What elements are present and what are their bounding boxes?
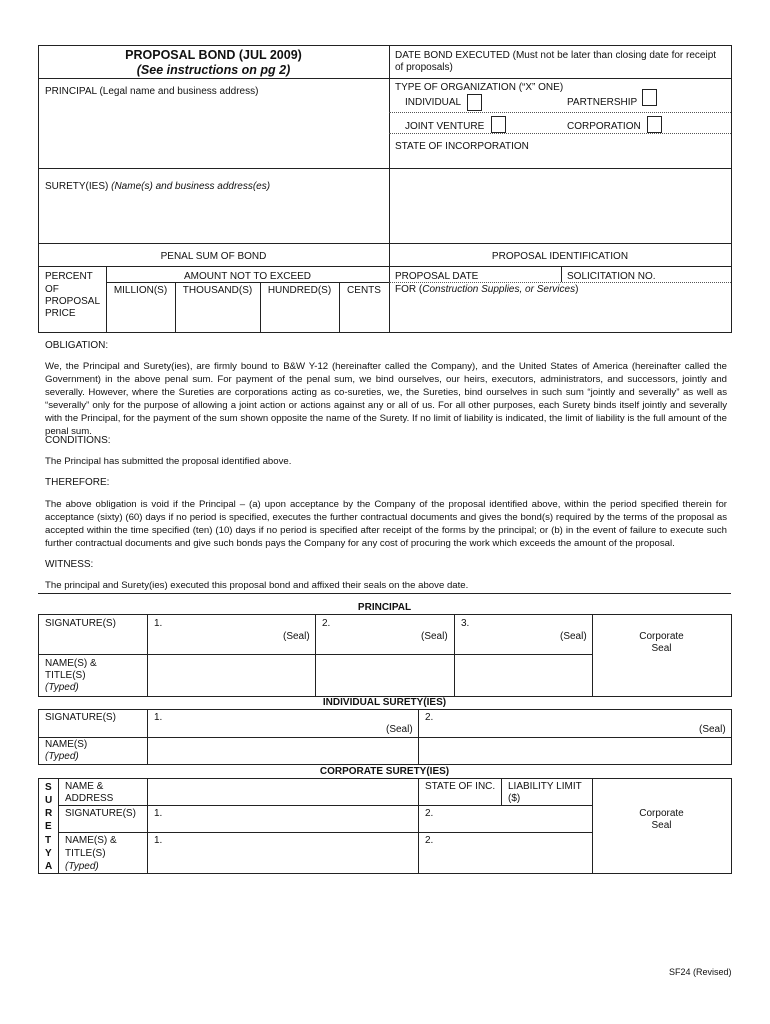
corporate-col-3 [501,778,502,805]
corporate-row-1-rule [58,805,592,806]
org-row1-dotted-rule [389,112,731,113]
right-border [731,45,732,333]
individual-surety-heading: INDIVIDUAL SURETY(IES) [322,697,447,708]
corporate-col-2 [418,778,419,874]
principal-seal-2: (Seal) [421,631,448,642]
principal-corporate-seal-2: Seal [651,643,672,654]
option-partnership-label: PARTNERSHIP [567,97,638,108]
principal-heading: PRINCIPAL [357,602,412,613]
principal-top-rule [38,614,731,615]
percent-line-4: PRICE [45,308,76,319]
corporate-liability-label-2: ($) [508,793,521,804]
solicitation-no-label: SOLICITATION NO. [567,271,656,282]
principal-bottom-rule [38,168,731,169]
header-divider [389,45,390,243]
corporate-name-2-number: 2. [425,835,434,846]
surety-label-main: SURETY(IES) [45,181,112,192]
organization-type-label: TYPE OF ORGANIZATION (“X” ONE) [395,82,564,93]
option-individual-label: INDIVIDUAL [405,97,462,108]
left-border [38,45,39,333]
therefore-text: The above obligation is void if the Principal – (a) upon acceptance by the Company of the proposal identified above, within the period specified therein for acceptance (sixty) (60) days if no period is specified, executes the further contractual documents and gives the bond(s) required by the terms of the proposal as accepted within the time specified (ten) (10) days if no period is specified after receipt of the forms by the principal; or (b) in the event of failure to execute such further contractual documents and give such bonds pays the Company for any cost of procuring the work which exceeds the amount of the proposal. [45,499,727,549]
percent-line-3: PROPOSAL [45,296,101,307]
witness-heading: WITNESS: [45,559,94,570]
conditions-text: The Principal has submitted the proposal identified above. [45,456,292,467]
org-row2-dotted-rule [389,133,731,134]
corporate-surety-heading: CORPORATE SURETY(IES) [319,766,450,777]
form-subtitle: (See instructions on pg 2) [136,63,291,77]
percent-line-1: PERCENT [45,271,93,282]
corporate-side-letter-s: S [45,782,52,793]
therefore-heading: THEREFORE: [45,477,110,488]
corporate-typed-label: (Typed) [65,861,99,872]
date-executed-label-2: of proposals) [395,62,453,73]
corporate-right-border [731,778,732,874]
proposal-for-suffix: ) [575,284,579,295]
principal-col-1 [147,614,148,697]
corporate-seal-1: Corporate [639,808,684,819]
individual-bottom-rule [38,764,731,765]
principal-sig-1-number: 1. [154,618,163,629]
obligation-heading: OBLIGATION: [45,340,109,351]
penal-sum-header: PENAL SUM OF BOND [160,251,267,262]
corporate-side-letter-y: Y [45,848,52,859]
amount-not-to-exceed-label: AMOUNT NOT TO EXCEED [183,271,312,282]
individual-checkbox[interactable] [467,94,482,111]
surety-label [45,181,270,193]
hundreds-label: HUNDRED(S) [267,285,332,296]
proposal-date-label: PROPOSAL DATE [395,271,479,282]
principal-col-2 [315,614,316,697]
corporate-side-letter-a: A [45,861,53,872]
corporate-side-letter-e: E [45,821,52,832]
surety-label-italic: (Name(s) and business address(es) [111,181,271,192]
millions-label: MILLION(S) [113,285,168,296]
corporate-row-2-rule [58,832,592,833]
principal-label: PRINCIPAL (Legal name and business address) [45,86,259,97]
principal-names-label-1: NAME(S) & [45,658,97,669]
corporate-top-rule [38,778,731,779]
corporate-signature-label: SIGNATURE(S) [65,808,136,819]
individual-signature-label: SIGNATURE(S) [45,712,116,723]
form-id-footer: SF24 (Revised) [669,967,732,977]
principal-left-border [38,614,39,697]
principal-seal-1: (Seal) [283,631,310,642]
individual-typed-label: (Typed) [45,751,79,762]
principal-col-4 [592,614,593,697]
corporate-side-letter-u: U [45,795,53,806]
corporate-bottom-rule [38,873,731,874]
top-border [38,45,731,46]
principal-col-3 [454,614,455,697]
corporate-name-address-2: ADDRESS [65,793,114,804]
individual-right-border [731,709,732,765]
principal-corporate-seal-1: Corporate [639,631,684,642]
corporate-left-border [38,778,39,874]
principal-right-border [731,614,732,697]
corporate-name-address-1: NAME & [65,781,104,792]
individual-sig-2-number: 2. [425,712,434,723]
thousands-label: THOUSAND(S) [182,285,253,296]
principal-mid-rule [38,654,592,655]
corporate-name-1-number: 1. [154,835,163,846]
option-joint-venture-label: JOINT VENTURE [405,121,485,132]
corporate-sig-1-number: 1. [154,808,163,819]
surety-bottom-rule [38,243,731,244]
principal-signature-label: SIGNATURE(S) [45,618,116,629]
state-of-incorporation-label: STATE OF INCORPORATION [395,141,529,152]
corporate-liability-label-1: LIABILITY LIMIT [508,781,582,792]
individual-seal-1: (Seal) [386,724,413,735]
corporate-col-1 [147,778,148,874]
proposal-date-divider [561,266,562,282]
joint-venture-checkbox[interactable] [491,116,506,133]
corporate-names-title-1: NAME(S) & [65,835,117,846]
form-title: PROPOSAL BOND (JUL 2009) [125,48,302,62]
penal-header-rule [38,266,731,267]
partnership-checkbox[interactable] [642,89,657,106]
corporate-letter-divider [58,778,59,874]
individual-names-label: NAME(S) [45,739,88,750]
proposal-for-prefix: FOR ( [395,284,423,295]
conditions-heading: CONDITIONS: [45,435,111,446]
date-executed-label: DATE BOND EXECUTED (Must not be later than closing date for receipt [395,50,717,61]
bottom-box-rule [38,332,731,333]
principal-typed-label: (Typed) [45,682,79,693]
principal-names-label-2: TITLE(S) [45,670,86,681]
witness-bottom-rule [38,593,731,594]
corporate-seal-2: Seal [651,820,672,831]
corporation-checkbox[interactable] [647,116,662,133]
individual-mid-rule [38,737,731,738]
corporate-side-letter-r: R [45,808,53,819]
option-corporation-label: CORPORATION [567,121,641,132]
proposal-for-label [395,284,578,296]
individual-top-rule [38,709,731,710]
corporate-state-inc-label: STATE OF INC. [425,781,496,792]
principal-seal-3: (Seal) [560,631,587,642]
percent-line-2: OF [45,284,59,295]
title-bottom-rule [38,78,389,79]
proposal-identification-header: PROPOSAL IDENTIFICATION [491,251,629,262]
proposal-for-italic: Construction Supplies, or Services [422,284,576,295]
obligation-text: We, the Principal and Surety(ies), are firmly bound to B&W Y-12 (hereinafter called the Company), and the United States of America (hereinafter called the Government) in the above penal sum. For payment of the penal sum, we bind ourselves, our heirs, executors, administrators, and successors, jointly and severally. However, where the Sureties are corporations acting as co-sureties, we, the Sureties, bind ourselves in such sum “jointly and severally” as well as “severally” only for the purpose of allowing a joint action or actions against any or all of us. For all other purposes, each Surety binds itself jointly and severally with the Principal, for the payment of the sum shown opposite the name of the Surety. If no limit of liability is indicated, the limit of liability is the full amount of the penal sum. [45,361,727,437]
corporate-sig-2-number: 2. [425,808,434,819]
individual-seal-2: (Seal) [699,724,726,735]
corporate-names-title-2: TITLE(S) [65,848,106,859]
date-bottom-rule [389,78,731,79]
principal-sig-3-number: 3. [461,618,470,629]
cents-label: CENTS [347,285,381,296]
corporate-side-letter-t: T [45,835,52,846]
principal-sig-2-number: 2. [322,618,331,629]
witness-text: The principal and Surety(ies) executed this proposal bond and affixed their seals on the above date. [45,580,469,591]
individual-sig-1-number: 1. [154,712,163,723]
